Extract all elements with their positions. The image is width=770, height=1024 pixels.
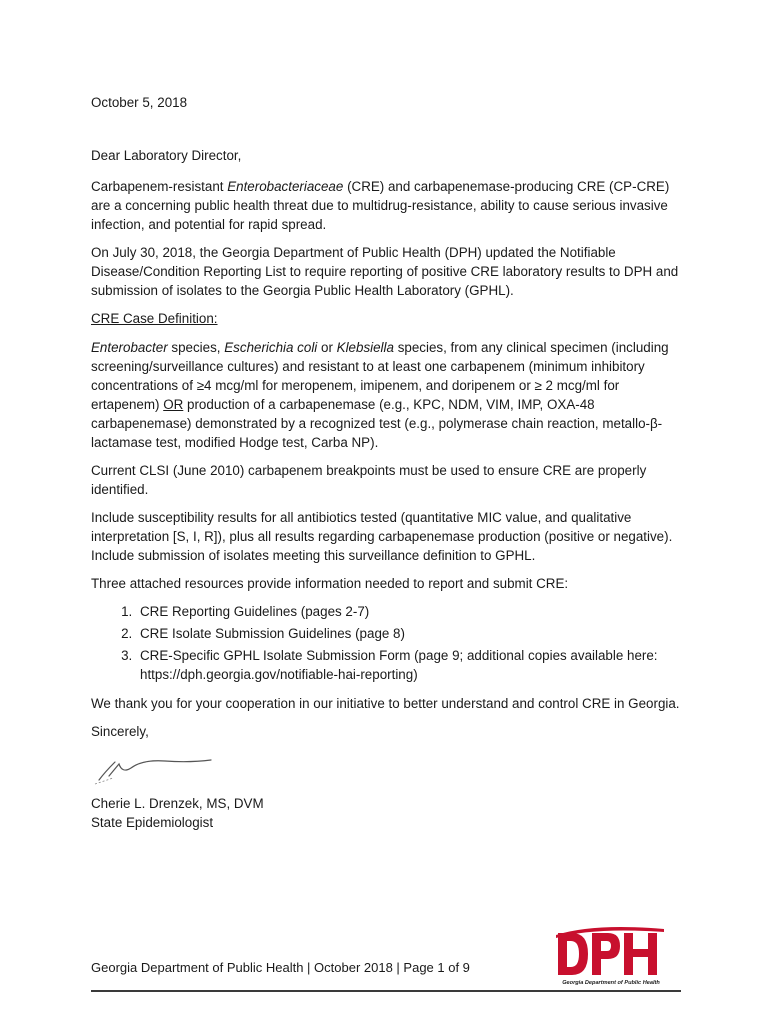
signer-title: State Epidemiologist [91,815,214,830]
list-item: 2. CRE Isolate Submission Guidelines (page 8) [136,624,681,643]
list-item: 1. CRE Reporting Guidelines (pages 2-7) [136,602,681,621]
list-item [136,646,681,684]
dph-logo [554,925,668,987]
closing: Sincerely, [91,724,149,739]
definition-or: OR [163,397,184,412]
definition-text-4: production of a carbapenemase (e.g., KPC, NDM, VIM, IMP, OXA-48 carbapenemase) demonstrated by a recognized test (e.g., polymerase chain reaction, metallo-β-lactamase test, modified Hodge test, Carba NP). [91,397,663,450]
thanks-paragraph: We thank you for your cooperation in our initiative to better understand and control CRE in Georgia. [91,696,680,711]
clsi-paragraph: Current CLSI (June 2010) carbapenem breakpoints must be used to ensure CRE are properly identified. [91,463,647,497]
list-item-text: CRE-Specific GPHL Isolate Submission Form (page 9; additional copies available here: [140,648,658,663]
intro-paragraph [91,177,681,234]
letter-date: October 5, 2018 [91,95,188,110]
update-paragraph: On July 30, 2018, the Georgia Department of Public Health (DPH) updated the Notifiable Disease/Condition Reporting List to require reporting of positive CRE laboratory results to DPH and submission of isolates to the Georgia Public Health Laboratory (GPHL). [91,245,679,298]
definition-text-3: species, from any clinical specimen (including screening/surveillance cultures) and resistant to at least one carbapenem (minimum inhibitory concentrations of ≥4 mcg/ml for meropenem, imipenem, and doripenem or ≥ 2 mcg/ml for ertapenem) [91,340,669,412]
greeting: Dear Laboratory Director, [91,148,242,163]
resources-intro: Three attached resources provide information needed to report and submit CRE: [91,576,569,591]
signer-name: Cherie L. Drenzek, MS, DVM [91,796,264,811]
organism-klebsiella: Klebsiella [336,340,394,355]
page-footer: Georgia Department of Public Health | October 2018 | Page 1 of 9 [91,960,470,975]
organism-enterobacter: Enterobacter [91,340,168,355]
signature-image [91,750,221,788]
organism-ecoli: Escherichia coli [224,340,318,355]
intro-organism: Enterobacteriaceae [227,179,344,194]
intro-text-a: Carbapenem-resistant [91,179,228,194]
svg-text:Georgia Department of Public H: Georgia Department of Public Health [562,980,660,986]
case-definition-paragraph [91,338,681,452]
definition-text-1: species, [167,340,225,355]
case-definition-heading: CRE Case Definition: [91,311,218,326]
resources-list [91,602,681,684]
definition-text-2: or [317,340,337,355]
letter-body [91,93,681,832]
footer-rule [91,990,681,992]
resource-link[interactable]: https://dph.georgia.gov/notifiable-hai-reporting) [140,667,418,682]
intro-text-c: (CRE) and carbapenemase-producing CRE (CP-CRE) are a concerning public health threat due to multidrug-resistance, ability to cause serious invasive infection, and potential for rapid spread. [91,179,670,232]
susceptibility-paragraph: Include susceptibility results for all antibiotics tested (quantitative MIC value, and qualitative interpretation [S, I, R]), plus all results regarding carbapenemase production (positive or negative). Include submission of isolates meeting this surveillance definition to GPHL. [91,510,673,563]
